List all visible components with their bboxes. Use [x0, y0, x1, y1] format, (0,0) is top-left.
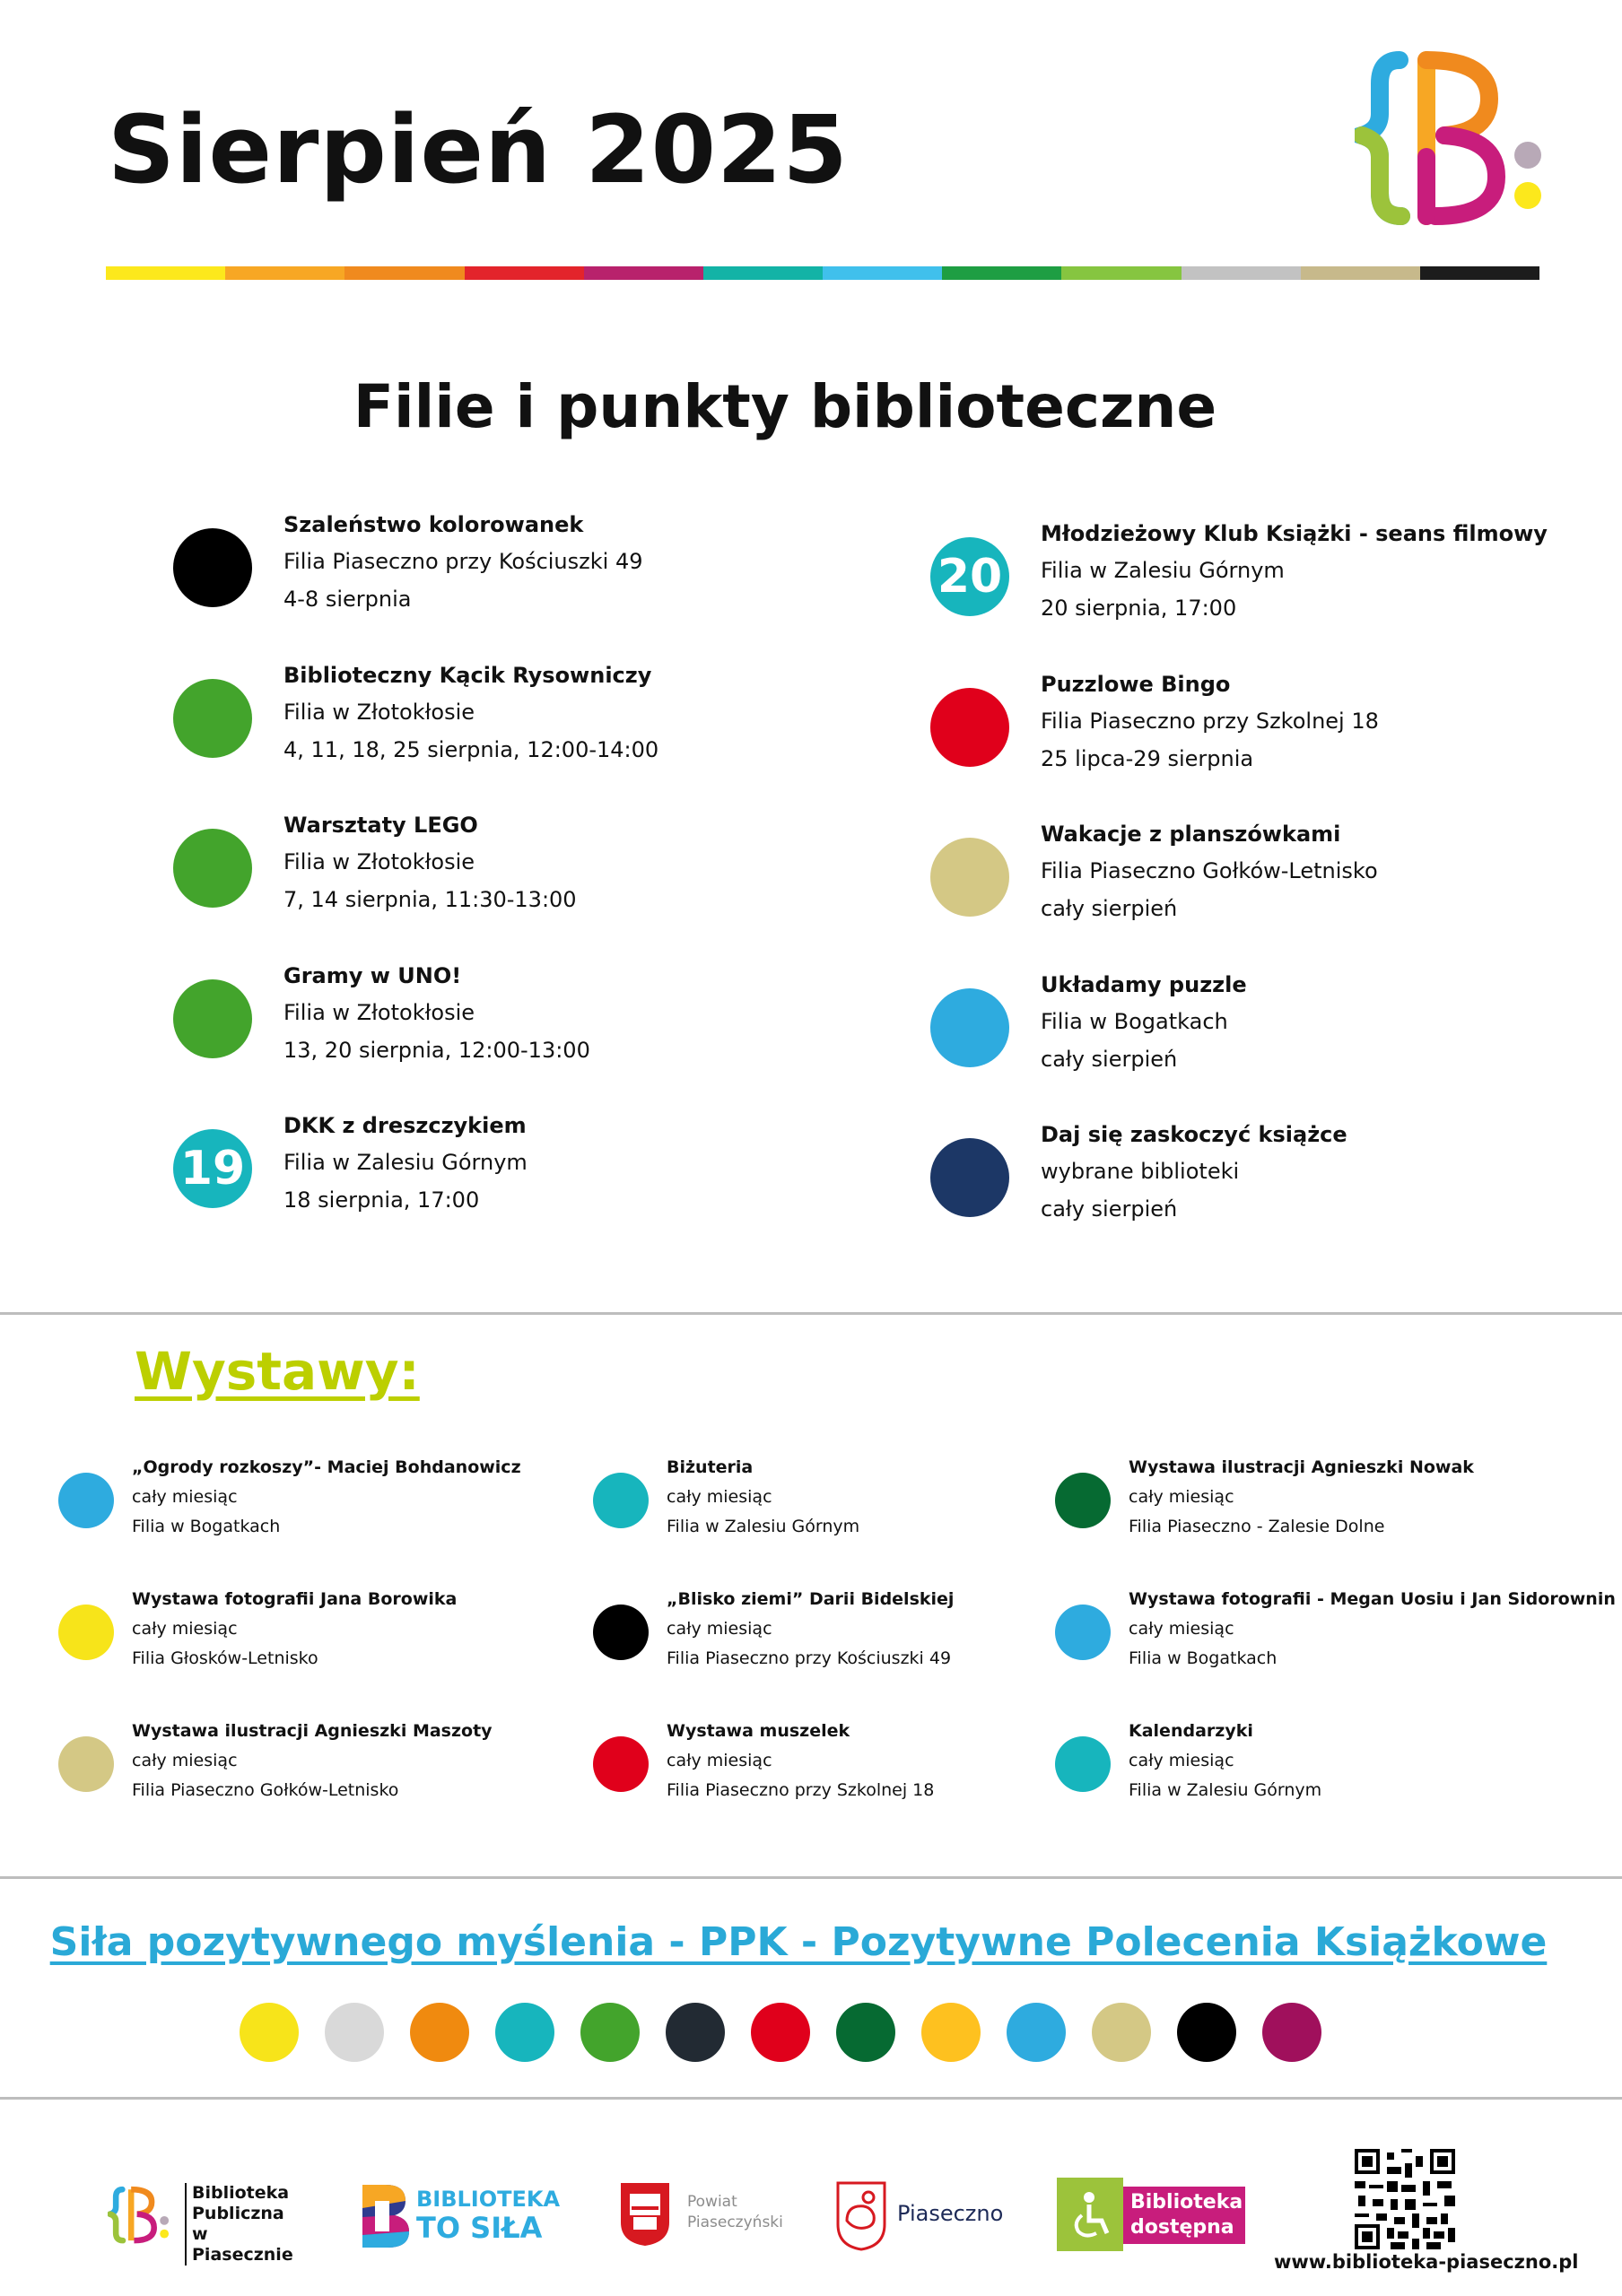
ppk-dot[interactable]: [325, 2003, 384, 2062]
exhibition-dot: [593, 1605, 649, 1660]
exhibition-item: [1055, 1717, 1557, 1806]
event-item: [930, 967, 1622, 1083]
event-item: [930, 1117, 1622, 1233]
event-place: Filia w Bogatkach: [1041, 1008, 1228, 1034]
exhibition-item: [593, 1717, 1095, 1806]
event-item: [930, 666, 1622, 783]
exhibition-item: [593, 1585, 1095, 1674]
event-date: cały sierpień: [1041, 896, 1178, 921]
event-place: Filia w Złotokłosie: [283, 999, 475, 1025]
ppk-dot[interactable]: [1177, 2003, 1236, 2062]
event-dot: [173, 528, 252, 607]
event-dot: [173, 829, 252, 908]
page-title: Sierpień 2025: [108, 95, 849, 204]
event-item: [930, 516, 1622, 632]
strip-segment: [1182, 266, 1301, 280]
event-place: wybrane biblioteki: [1041, 1159, 1240, 1184]
county-line: Piaseczyński: [687, 2213, 783, 2231]
event-dot: [173, 679, 252, 758]
exhibition-item: [593, 1453, 1095, 1543]
strip-segment: [344, 266, 464, 280]
exhibition-period: cały miesiąc: [132, 1619, 238, 1639]
ppk-dot[interactable]: [240, 2003, 299, 2062]
library-name-line: w Piasecznie: [192, 2224, 293, 2265]
accessibility-icon: [1057, 2178, 1123, 2251]
event-title: DKK z dreszczykiem: [283, 1113, 527, 1138]
event-place: Filia w Złotokłosie: [283, 849, 475, 874]
exhibition-item: [58, 1717, 561, 1806]
exhibition-dot: [58, 1736, 114, 1792]
exhibition-item: [58, 1453, 561, 1543]
section-divider: [0, 1312, 1622, 1315]
county-line: Powiat: [687, 2193, 737, 2211]
event-item: [173, 958, 873, 1074]
exhibition-place: Filia Piaseczno przy Kościuszki 49: [667, 1648, 952, 1668]
exhibition-item: [1055, 1453, 1557, 1543]
exhibition-place: Filia Piaseczno - Zalesie Dolne: [1129, 1517, 1385, 1536]
event-date: 18 sierpnia, 17:00: [283, 1187, 480, 1213]
ppk-dot[interactable]: [921, 2003, 981, 2062]
exhibition-title: „Blisko ziemi” Darii Bidelskiej: [667, 1589, 955, 1609]
strip-segment: [1301, 266, 1420, 280]
exhibition-title: Wystawa muszelek: [667, 1721, 850, 1741]
event-title: Puzzlowe Bingo: [1041, 671, 1231, 697]
strip-segment: [942, 266, 1061, 280]
exhibition-title: Kalendarzyki: [1129, 1721, 1253, 1741]
event-dot: [930, 688, 1009, 767]
event-date: 13, 20 sierpnia, 12:00-13:00: [283, 1037, 590, 1063]
biblioteka-dostepna-logo[interactable]: [1057, 2178, 1247, 2251]
event-dot: 20: [930, 537, 1009, 616]
event-title: Warsztaty LEGO: [283, 813, 478, 838]
county-logo[interactable]: [619, 2181, 783, 2253]
ppk-dot[interactable]: [751, 2003, 810, 2062]
event-date: 4, 11, 18, 25 sierpnia, 12:00-14:00: [283, 736, 659, 762]
exhibition-title: Wystawa fotografii Jana Borowika: [132, 1589, 458, 1609]
event-place: Filia Piaseczno przy Kościuszki 49: [283, 549, 643, 574]
exhibition-place: Filia Głosków-Letnisko: [132, 1648, 318, 1668]
ppk-dot[interactable]: [1007, 2003, 1066, 2062]
exhibition-dot: [593, 1736, 649, 1792]
exhibition-period: cały miesiąc: [132, 1751, 238, 1770]
exhibition-period: cały miesiąc: [1129, 1619, 1234, 1639]
exhibition-title: „Ogrody rozkoszy”- Maciej Bohdanowicz: [132, 1457, 521, 1477]
strip-segment: [823, 266, 942, 280]
event-title: Gramy w UNO!: [283, 962, 462, 988]
event-title: Wakacje z planszówkami: [1041, 822, 1341, 847]
ppk-dot[interactable]: [666, 2003, 725, 2062]
event-date: cały sierpień: [1041, 1196, 1178, 1222]
event-place: Filia w Zalesiu Górnym: [283, 1150, 528, 1175]
ppk-color-dots: [240, 2003, 1321, 2062]
ppk-link[interactable]: Siła pozytywnego myślenia - PPK - Pozytywne Polecenia Książkowe: [49, 1919, 1548, 1965]
ppk-dot[interactable]: [495, 2003, 554, 2062]
exhibition-dot: [1055, 1473, 1111, 1528]
event-place: Filia w Zalesiu Górnym: [1041, 558, 1285, 583]
strip-segment: [1061, 266, 1181, 280]
event-dot: 19: [173, 1129, 252, 1208]
event-title: Daj się zaskoczyć książce: [1041, 1122, 1347, 1147]
event-item: [930, 816, 1622, 933]
ppk-dot[interactable]: [580, 2003, 640, 2062]
qr-code-icon[interactable]: [1355, 2149, 1455, 2249]
campaign-line: TO SIŁA: [416, 2211, 543, 2245]
exhibition-place: Filia w Bogatkach: [1129, 1648, 1278, 1668]
library-name-line: Publiczna: [192, 2204, 284, 2223]
exhibitions-heading: Wystawy:: [135, 1341, 420, 1402]
library-footer-logo[interactable]: [108, 2179, 314, 2265]
campaign-line: BIBLIOTEKA: [416, 2187, 561, 2212]
color-strip: [106, 266, 1539, 280]
exhibition-period: cały miesiąc: [1129, 1487, 1234, 1507]
event-date: 25 lipca-29 sierpnia: [1041, 745, 1254, 771]
strip-segment: [584, 266, 703, 280]
county-crest-icon: [619, 2181, 671, 2248]
library-logo-icon: [1355, 49, 1552, 229]
exhibition-dot: [1055, 1605, 1111, 1660]
exhibition-period: cały miesiąc: [667, 1619, 772, 1639]
ppk-dot[interactable]: [1092, 2003, 1151, 2062]
exhibition-title: Wystawa ilustracji Agnieszki Maszoty: [132, 1721, 493, 1741]
exhibition-dot: [593, 1473, 649, 1528]
event-date: 20 sierpnia, 17:00: [1041, 596, 1237, 621]
exhibition-place: Filia w Zalesiu Górnym: [667, 1517, 860, 1536]
section-divider: [0, 1876, 1622, 1879]
ppk-dot[interactable]: [410, 2003, 469, 2062]
website-link[interactable]: www.biblioteka-piaseczno.pl: [1274, 2251, 1579, 2273]
event-title: Szaleństwo kolorowanek: [283, 512, 584, 537]
event-dot: [930, 988, 1009, 1067]
event-place: Filia Piaseczno przy Szkolnej 18: [1041, 708, 1379, 734]
exhibition-place: Filia Piaseczno przy Szkolnej 18: [667, 1780, 935, 1800]
library-mark-icon: [108, 2181, 172, 2249]
event-date: 4-8 sierpnia: [283, 587, 412, 612]
event-item: [173, 1108, 873, 1224]
event-title: Biblioteczny Kącik Rysowniczy: [283, 662, 652, 688]
exhibition-dot: [58, 1605, 114, 1660]
event-title: Młodzieżowy Klub Książki - seans filmowy: [1041, 521, 1548, 546]
strip-segment: [1420, 266, 1539, 280]
exhibition-period: cały miesiąc: [132, 1487, 238, 1507]
exhibition-item: [1055, 1585, 1616, 1674]
event-place: Filia Piaseczno Gołków-Letnisko: [1041, 858, 1378, 883]
exhibition-title: Biżuteria: [667, 1457, 754, 1477]
exhibition-period: cały miesiąc: [667, 1487, 772, 1507]
event-date: cały sierpień: [1041, 1046, 1178, 1072]
town-name: Piaseczno: [897, 2201, 1004, 2226]
accessible-line: Biblioteka: [1130, 2191, 1243, 2213]
exhibition-title: Wystawa fotografii - Megan Uosiu i Jan Sidorownin: [1129, 1589, 1616, 1609]
event-item: [173, 507, 873, 623]
strip-segment: [225, 266, 344, 280]
exhibition-place: Filia Piaseczno Gołków-Letnisko: [132, 1780, 399, 1800]
exhibition-period: cały miesiąc: [667, 1751, 772, 1770]
exhibition-period: cały miesiąc: [1129, 1751, 1234, 1770]
event-place: Filia w Złotokłosie: [283, 699, 475, 725]
event-item: [173, 807, 873, 924]
exhibition-place: Filia w Zalesiu Górnym: [1129, 1780, 1322, 1800]
biblioteka-to-sila-logo[interactable]: [359, 2181, 561, 2253]
event-dot: [173, 979, 252, 1058]
section-divider: [0, 2097, 1622, 2100]
exhibition-place: Filia w Bogatkach: [132, 1517, 281, 1536]
event-title: Układamy puzzle: [1041, 971, 1247, 997]
ppk-dot[interactable]: [1262, 2003, 1321, 2062]
strip-segment: [106, 266, 225, 280]
strip-segment: [703, 266, 823, 280]
b-letter-icon: [359, 2181, 411, 2249]
exhibition-item: [58, 1585, 561, 1674]
branches-heading: Filie i punkty biblioteczne: [353, 372, 1217, 441]
exhibition-dot: [1055, 1736, 1111, 1792]
accessible-line: dostępna: [1130, 2216, 1234, 2239]
strip-segment: [465, 266, 584, 280]
event-item: [173, 657, 873, 774]
event-dot: [930, 1138, 1009, 1217]
event-date: 7, 14 sierpnia, 11:30-13:00: [283, 887, 577, 912]
library-name-line: Biblioteka: [192, 2183, 290, 2203]
town-crest-icon: [834, 2179, 888, 2251]
exhibition-dot: [58, 1473, 114, 1528]
ppk-dot[interactable]: [836, 2003, 895, 2062]
event-dot: [930, 838, 1009, 917]
piaseczno-logo[interactable]: [834, 2179, 1014, 2255]
exhibition-title: Wystawa ilustracji Agnieszki Nowak: [1129, 1457, 1474, 1477]
